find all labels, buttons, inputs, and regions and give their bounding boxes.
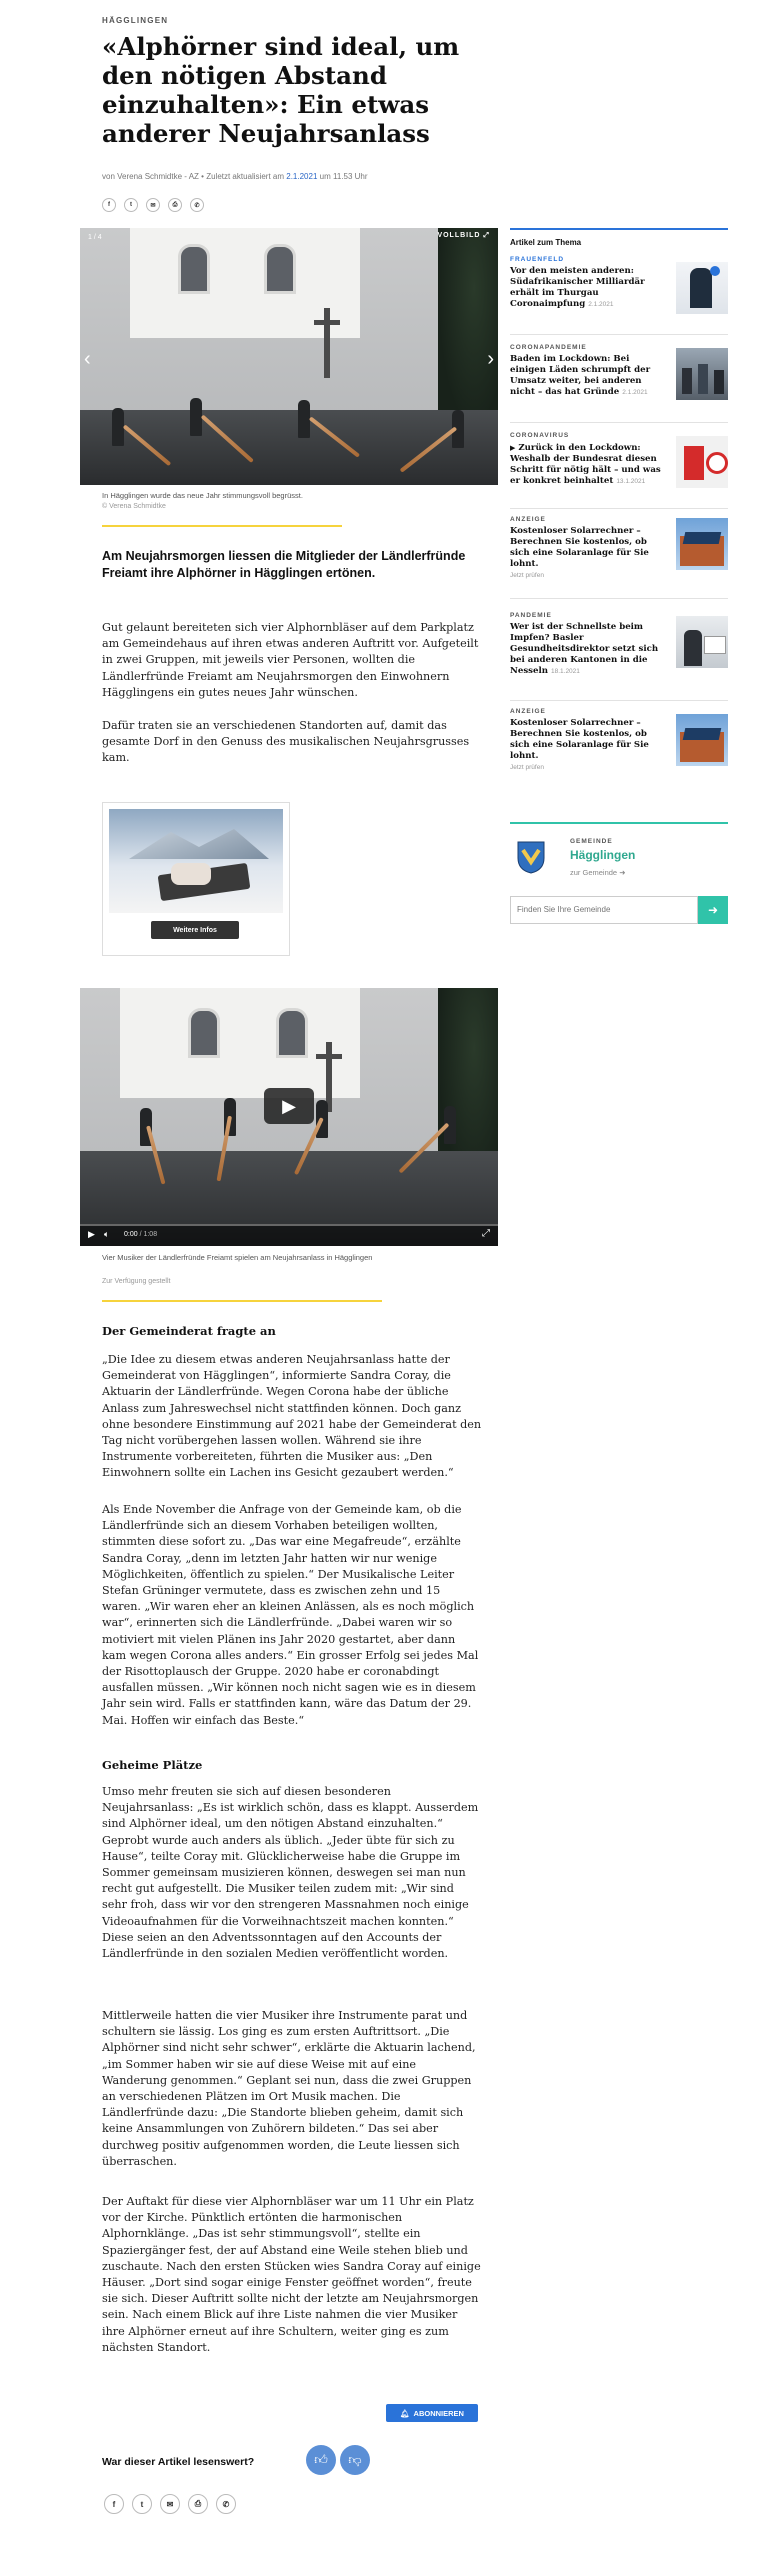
photo-gallery[interactable] (80, 228, 498, 485)
video-caption: Vier Musiker der Ländlerfründe Freiamt spielen am Neujahrsanlass in Hägglingen (102, 1253, 373, 1262)
yellow-divider-2 (102, 1300, 382, 1302)
related-thumbnail (676, 518, 728, 570)
next-arrow-icon[interactable]: › (487, 348, 494, 370)
related-title: Baden im Lockdown: Bei einigen Läden schrumpft der Umsatz weiter, bei anderen nicht – das hat Gründe (510, 354, 651, 397)
related-category: CORONAPANDEMIE (510, 344, 587, 351)
video-time: 0:00 / 1:08 (124, 1231, 158, 1238)
prev-arrow-icon[interactable]: ‹ (84, 348, 91, 370)
facebook-icon[interactable]: f (104, 2494, 124, 2514)
related-category: CORONAVIRUS (510, 432, 570, 439)
video-controls (80, 1224, 498, 1246)
related-date: Jetzt prüfen (510, 572, 544, 579)
related-title: Wer ist der Schnellste beim Impfen? Basler Gesundheitsdirektor setzt sich bei anderen Kantonen in die Nesseln (510, 622, 659, 676)
search-arrow-icon[interactable]: ➜ (698, 896, 728, 924)
progress-track[interactable] (80, 1224, 498, 1226)
section-heading-2: Geheime Plätze (102, 1758, 203, 1772)
rating-question: War dieser Artikel lesenswert? (102, 2456, 255, 2468)
related-category: ANZEIGE (510, 708, 546, 715)
mail-icon[interactable]: ✉ (160, 2494, 180, 2514)
community-search (510, 896, 698, 924)
video-player[interactable] (80, 988, 498, 1246)
section-heading-1: Der Gemeinderat fragte an (102, 1324, 276, 1338)
fullscreen-button[interactable]: VOLLBILD ⤢ (437, 232, 490, 239)
gallery-credit: © Verena Schmidtke (102, 503, 166, 510)
article-meta: von Verena Schmidtke - AZ • Zuletzt aktualisiert am 2.1.2021 um 11.53 Uhr (102, 172, 368, 181)
community-rule (510, 822, 728, 824)
article-title: «Alphörner sind ideal, um den nötigen Abstand einzuhalten»: Ein etwas anderer Neujahrsanlass (102, 32, 460, 148)
play-icon[interactable]: ▶ (88, 1229, 95, 1239)
updated-prefix: Zuletzt aktualisiert am (206, 172, 285, 181)
community-search-input[interactable] (511, 897, 699, 921)
print-icon[interactable]: ⎙ (168, 198, 182, 212)
related-category: PANDEMIE (510, 612, 552, 619)
arrow-right-icon: ➜ (619, 868, 626, 877)
share-bar-bottom (104, 2494, 236, 2514)
related-article-3[interactable] (510, 432, 728, 502)
related-thumbnail (676, 348, 728, 400)
related-category: FRAUENFELD (510, 256, 565, 263)
sidebar-top-rule (510, 228, 728, 230)
intro-paragraph-2: Dafür traten sie an verschiedenen Standorten auf, damit das gesamte Dorf in den Genuss des musikalischen Neujahrsgrusses kam. (102, 719, 470, 765)
related-date: Jetzt prüfen (510, 764, 544, 771)
related-thumbnail (676, 616, 728, 668)
related-thumbnail (676, 714, 728, 766)
related-title: Zurück in den Lockdown: Weshalb der Bundesrat diesen Schritt für nötig hält – und was er konkret beinhaltet (510, 443, 661, 486)
subscribe-button[interactable]: 🔔︎ ABONNIEREN (386, 2404, 478, 2422)
thumbs-up-icon[interactable]: 👍︎ (306, 2445, 336, 2475)
fullscreen-icon[interactable]: ⤢ (482, 1228, 490, 1239)
ad-image (109, 809, 283, 913)
coat-of-arms-icon (516, 840, 546, 874)
inline-ad[interactable] (102, 802, 290, 956)
related-thumbnail (676, 262, 728, 314)
related-thumbnail (676, 436, 728, 488)
bell-icon: 🔔︎ (400, 2408, 410, 2418)
article-kicker[interactable]: HÄGGLINGEN (102, 16, 169, 25)
related-title: Kostenloser Solarrechner – Berechnen Sie kostenlos, ob sich eine Solaranlage für Sie lohnt. (510, 526, 649, 569)
gallery-counter: 1 / 4 (88, 234, 102, 241)
community-label: GEMEINDE (570, 838, 613, 845)
related-category: ANZEIGE (510, 516, 546, 523)
lead-paragraph: Am Neujahrsmorgen liessen die Mitglieder der Ländlerfründe Freiamt ihre Alphörner in Hägglingen ertönen. (102, 549, 466, 580)
related-article-5[interactable] (510, 612, 728, 692)
print-icon[interactable]: ⎙ (188, 2494, 208, 2514)
intro-paragraph-1: Gut gelaunt bereiteten sich vier Alphornbläser auf dem Parkplatz am Gemeindehaus auf ihren etwas anderen Auftritt vor. Aufgeteilt in zwei Gruppen, mit jeweils vier Personen, wollten die Ländlerfründe Freiamt am Neujahrsmorgen den Einwohnern Hägglingens ein gutes neues Jahr wünschen. (102, 621, 479, 699)
gallery-image (80, 228, 498, 485)
related-title: Vor den meisten anderen: Südafrikanischer Milliardär erhält im Thurgau Coronaimpfung (510, 266, 645, 309)
expand-icon: ⤢ (483, 232, 490, 239)
community-name[interactable]: Hägglingen (570, 848, 636, 862)
related-article-2[interactable] (510, 344, 728, 414)
body-paragraph-1: „Die Idee zu diesem etwas anderen Neujahrsanlass hatte der Gemeinderat von Hägglingen“, informierte Sandra Coray, die Aktuarin der Ländlerfründe. Wegen Corona habe der übliche Anlass zum Jahreswechsel nicht stattfinden können. Doch ganz ohne besondere Einstimmung auf 2021 habe der Gemeinderat den Tag nicht vorübergehen lassen wollen. Während sie ihre Instrumente vorbereiteten, führten die Musiker aus: „Den Einwohnern sollte ein Lachen ins Gesicht gezaubert werden.“ (102, 1353, 482, 1480)
related-date: 13.1.2021 (616, 478, 646, 485)
body-paragraph-4: Mittlerweile hatten die vier Musiker ihre Instrumente parat und schultern sie lässig. Los ging es zum ersten Auftrittsort. „Die Alphörner sind nicht sehr schwer“, erklärte die Aktuarin lachend, „im Sommer haben wir sie auf diese Weise mit auf eine Wanderung genommen.“ Geplant sei nun, dass die zwei Gruppen an verschiedenen Plätzen im Ort Musik machen. Die Ländlerfründe dazu: „Die Standorte blieben geheim, damit sich keine Ansammlungen von Zuhörern bildeten.“ Das sei aber durchweg positiv aufgenommen worden, die Leute liessen sich überraschen. (102, 2009, 476, 2168)
body-paragraph-3: Umso mehr freuten sie sich auf diesen besonderen Neujahrsanlass: „Es ist wirklich schön, dass es klappt. Ausserdem sind Alphörner ideal, um den nötigen Abstand einzuhalten.“ Geprobt wurde auch anders als üblich. „Jeder übte für sich zu Hause“, teilte Coray mit. Glücklicherweise habe die Gruppe im Sommer gemeinsam musizieren können, deswegen sei man nun recht gut aufgestellt. Die Musiker teilen zudem mit: „Wir sind sehr froh, dass wir vor den strengeren Massnahmen noch einige Videoaufnahmen für die Vorweihnachtszeit machen konnten.“ Diese seien an den Adventssonntagen auf den Accounts der Ländlerfründe in den sozialen Medien veröffentlicht worden. (102, 1785, 479, 1961)
play-button[interactable]: ▶ (264, 1088, 314, 1124)
body-paragraph-2: Als Ende November die Anfrage von der Gemeinde kam, ob die Ländlerfründe sich an diesem Vorhaben beteiligen wollten, stimmten diese sofort zu. „Das war eine Megafreude“, erzählte Sandra Coray, „denn im letzten Jahr hatten wir nur wenige Möglichkeiten, öffentlich zu spielen.“ Der Musikalische Leiter Stefan Grüninger vermutete, dass es zwischen zehn und 15 waren. „Wir waren eher an kleinen Anlässen, als es noch möglich war“, erinnerten sich die Ländlerfründe. „Dabei waren wir so motiviert mit vielen Plänen ins Jahr 2020 gestartet, aber dann kam wegen Corona alles anders.“ Ein grosser Erfolg sei jedes Mal der Risottoplausch der Gruppe. 2020 habe er coronabdingt ausfallen müssen. „Wir können noch nicht sagen wie es in diesem Jahr sein wird. Falls er stattfinden kann, wäre das Datum der 29. Mai. Hoffen wir einfach das Beste.“ (102, 1503, 479, 1727)
body-paragraph-5: Der Auftakt für diese vier Alphornbläser war um 11 Uhr ein Platz vor der Kirche. Pünktlich ertönten die harmonischen Alphornklänge. „Das ist sehr stimmungsvoll“, stellte ein Spaziergänger fest, der auf Abstand eine Weile stehen blieb und zuschaute. Nach den ersten Stücken wies Sandra Coray auf einige Häuser. „Dort sind sogar einige Fenster geöffnet worden“, freute sie sich. Dieser Auftritt sollte nicht der letzte am Neujahrsmorgen sein. Nach einem Blick auf ihre Liste nahmen die vier Musiker ihre Alphörner erneut auf ihre Schultern, weiter ging es zum nächsten Standort. (102, 2195, 481, 2354)
thumbs-down-icon[interactable]: 👎︎ (340, 2445, 370, 2475)
related-article-4-ad[interactable] (510, 516, 728, 592)
video-credit: Zur Verfügung gestellt (102, 1278, 171, 1285)
share-bar-top (102, 198, 204, 212)
video-icon: ▶ (510, 443, 516, 452)
twitter-icon[interactable]: t (124, 198, 138, 212)
facebook-icon[interactable]: f (102, 198, 116, 212)
gallery-caption: In Hägglingen wurde das neue Jahr stimmungsvoll begrüsst. (102, 491, 303, 500)
author[interactable]: von Verena Schmidtke - AZ (102, 172, 199, 181)
updated-time: um 11.53 Uhr (319, 172, 368, 181)
updated-date: 2.1.2021 (286, 172, 318, 181)
related-date: 18.1.2021 (550, 668, 580, 675)
twitter-icon[interactable]: t (132, 2494, 152, 2514)
whatsapp-icon[interactable]: ✆ (190, 198, 204, 212)
related-title: Kostenloser Solarrechner – Berechnen Sie kostenlos, ob sich eine Solaranlage für Sie lohnt. (510, 718, 649, 761)
community-link[interactable]: zur Gemeinde ➜ (570, 868, 626, 877)
sidebar-title: Artikel zum Thema (510, 238, 582, 247)
mail-icon[interactable]: ✉ (146, 198, 160, 212)
yellow-divider (102, 525, 342, 527)
volume-icon[interactable]: 🔈︎ (104, 1229, 110, 1239)
related-date: 2.1.2021 (588, 301, 614, 308)
ad-cta-button[interactable]: Weitere Infos (151, 921, 239, 939)
related-article-6-ad[interactable] (510, 708, 728, 788)
related-article-1[interactable] (510, 256, 728, 328)
whatsapp-icon[interactable]: ✆ (216, 2494, 236, 2514)
related-date: 2.1.2021 (622, 389, 648, 396)
